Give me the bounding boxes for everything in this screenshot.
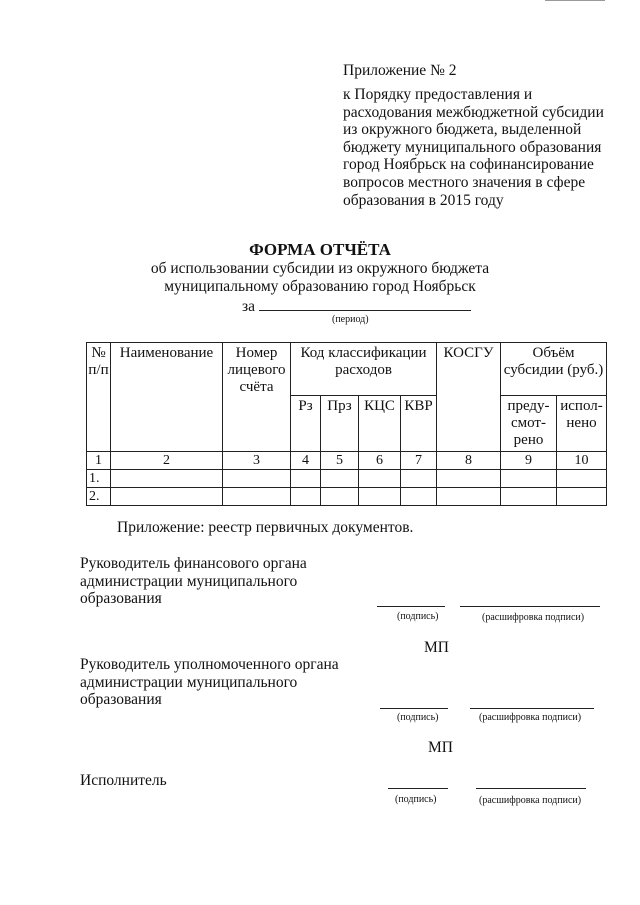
decoding-line (460, 606, 600, 607)
stamp-mark: МП (424, 639, 449, 656)
column-number: 6 (359, 452, 401, 470)
row-number: 1. (87, 470, 111, 488)
decoding-label: (расшифровка подписи) (482, 612, 585, 623)
signer-title-line: администрации муниципального (80, 673, 298, 691)
table-cell (359, 488, 401, 506)
table-cell (111, 470, 223, 488)
subheader-planned: преду-смот-рено (501, 396, 557, 452)
signature-label: (подпись) (397, 611, 439, 622)
table-cell (321, 470, 359, 488)
column-number: 2 (111, 452, 223, 470)
table-cell (557, 470, 607, 488)
decoding-line (470, 708, 594, 709)
table-cell (401, 488, 437, 506)
signer-title-line: образования (80, 691, 162, 708)
subheader-executed: испол-нено (557, 396, 607, 452)
form-title: ФОРМА ОТЧЁТА (249, 240, 391, 259)
column-number: 10 (557, 452, 607, 470)
decoding-label: (расшифровка подписи) (479, 795, 582, 806)
authorized-head-title (80, 656, 339, 709)
signature-line (388, 788, 448, 789)
signature-label: (подпись) (397, 712, 439, 723)
period-blank (259, 296, 471, 311)
subheader-rz: Рз (291, 396, 321, 452)
column-number: 4 (291, 452, 321, 470)
table-row (87, 470, 607, 488)
table-cell (501, 488, 557, 506)
preamble-line: к Порядку предоставления и (343, 86, 533, 103)
preamble-line: образования в 2015 году (343, 191, 504, 209)
signature-line (377, 606, 445, 607)
appendix-preamble (343, 86, 613, 209)
table-row (87, 488, 607, 506)
table-cell (223, 470, 291, 488)
column-number-row (87, 452, 607, 470)
preamble-line: из окружного бюджета, выделенной (343, 121, 582, 139)
signer-title-line: администрации муниципального (80, 572, 298, 590)
report-table (86, 342, 607, 506)
finance-head-title (80, 555, 307, 608)
subheader-prz: Прз (321, 396, 359, 452)
decoding-line (476, 788, 586, 789)
period-prefix: за (242, 298, 256, 315)
preamble-line: расходования межбюджетной субсидии (343, 103, 604, 121)
top-edge-mark (545, 0, 605, 1)
row-number: 2. (87, 488, 111, 506)
table-cell (321, 488, 359, 506)
form-subtitle-line-2: муниципальному образованию город Ноябрьск (164, 278, 476, 295)
executor-title: Исполнитель (80, 772, 167, 789)
decoding-label: (расшифровка подписи) (479, 712, 582, 723)
signer-title-line: образования (80, 590, 162, 607)
attachment-note: Приложение: реестр первичных документов. (117, 519, 414, 536)
table-cell (291, 488, 321, 506)
subheader-kvr: КВР (401, 396, 437, 452)
table-cell (359, 470, 401, 488)
column-number: 9 (501, 452, 557, 470)
table-cell (437, 488, 501, 506)
column-number: 1 (87, 452, 111, 470)
signature-label: (подпись) (395, 794, 437, 805)
preamble-line: вопросов местного значения в сфере (343, 173, 586, 191)
header-account: Номер лицевого счёта (223, 343, 291, 452)
header-name: Наименование (111, 343, 223, 452)
signer-title-line: Руководитель финансового органа (80, 555, 307, 572)
header-classification: Код классификации расходов (291, 343, 437, 396)
signer-title-line: Руководитель уполномоченного органа (80, 656, 339, 673)
column-number: 3 (223, 452, 291, 470)
preamble-line: город Ноябрьск на софинансирование (343, 156, 594, 174)
column-number: 7 (401, 452, 437, 470)
appendix-label: Приложение № 2 (343, 62, 457, 79)
header-volume: Объём субсидии (руб.) (501, 343, 607, 396)
header-kosgu: КОСГУ (437, 343, 501, 452)
table-cell (557, 488, 607, 506)
table-cell (501, 470, 557, 488)
table-cell (401, 470, 437, 488)
form-subtitle-line-1: об использовании субсидии из окружного бюджета (150, 260, 490, 277)
column-number: 5 (321, 452, 359, 470)
stamp-mark: МП (428, 739, 453, 756)
period-field (242, 296, 471, 316)
table-cell (111, 488, 223, 506)
preamble-line: бюджету муниципального образования (343, 138, 602, 156)
period-label: (период) (332, 314, 369, 325)
table-cell (437, 470, 501, 488)
header-num: № п/п (87, 343, 111, 452)
table-cell (291, 470, 321, 488)
subheader-kcs: КЦС (359, 396, 401, 452)
signature-line (380, 708, 448, 709)
column-number: 8 (437, 452, 501, 470)
table-cell (223, 488, 291, 506)
